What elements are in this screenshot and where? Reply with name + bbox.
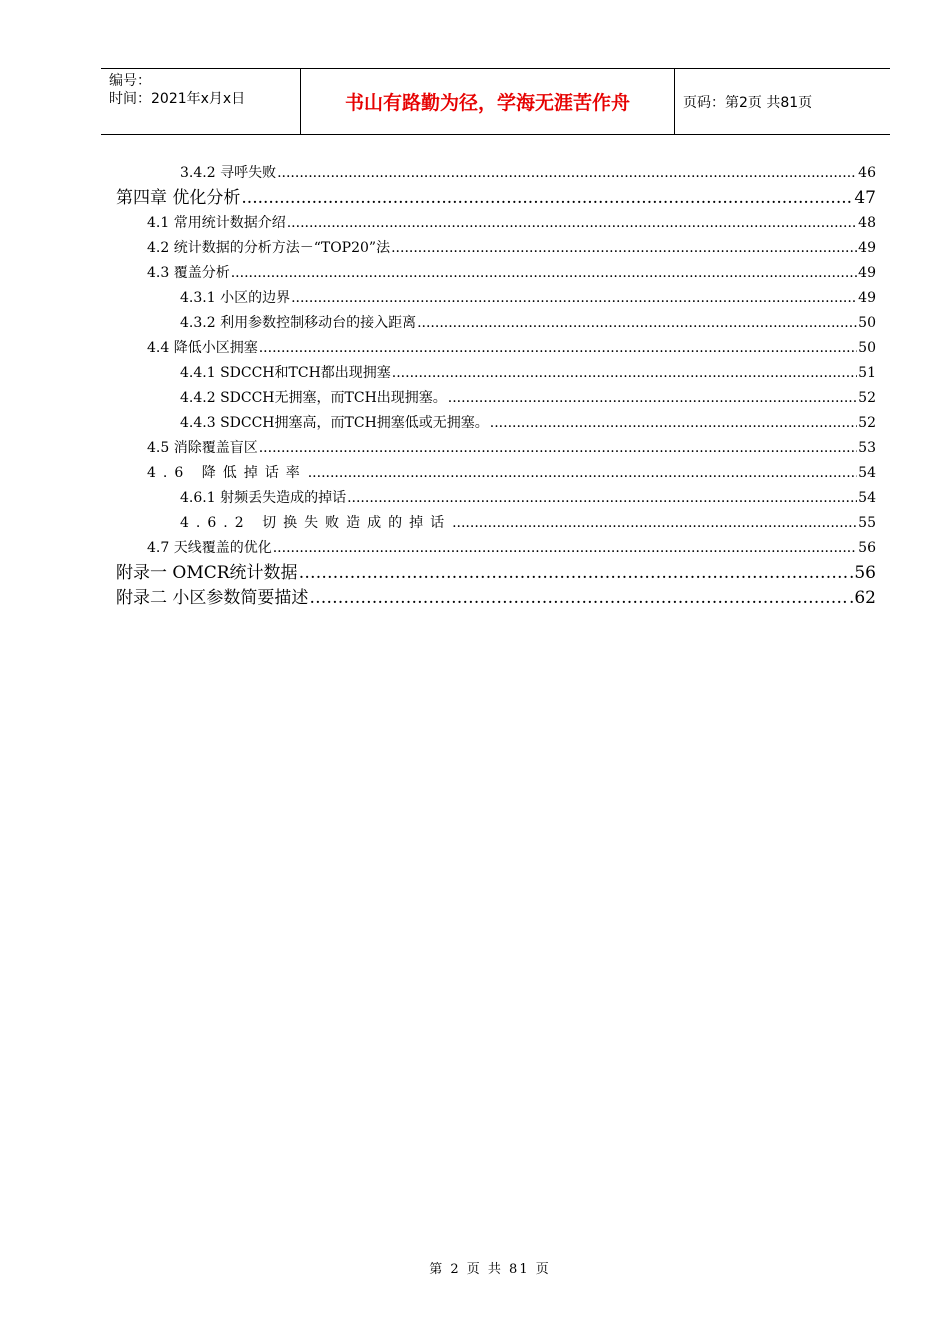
toc-entry[interactable] <box>180 413 876 433</box>
toc-entry-page: 52 <box>858 415 876 431</box>
page-header <box>101 68 890 135</box>
toc-entry-page: 49 <box>858 265 876 281</box>
toc-entry-label: 4.6.2 切换失败造成的掉话 <box>180 515 452 531</box>
toc-entry[interactable] <box>180 513 876 533</box>
toc-leader <box>448 388 857 408</box>
toc-entry-page: 56 <box>858 540 876 556</box>
toc-leader <box>259 338 857 358</box>
toc-entry[interactable] <box>180 288 876 308</box>
toc-entry-label: 第四章 优化分析 <box>116 188 241 208</box>
toc-leader <box>291 288 857 308</box>
toc-entry-label: 附录一 OMCR统计数据 <box>116 563 298 583</box>
toc-entry-label: 4.5 消除覆盖盲区 <box>147 440 258 456</box>
toc-entry-label: 4.4.3 SDCCH拥塞高，而TCH拥塞低或无拥塞。 <box>180 415 489 431</box>
toc-entry-label: 4.4 降低小区拥塞 <box>147 340 258 356</box>
toc-entry-label: 4.6 降低掉话率 <box>147 465 307 481</box>
toc-entry-label: 4.3.1 小区的边界 <box>180 290 291 306</box>
toc-entry-page: 46 <box>858 165 876 181</box>
toc-entry[interactable] <box>180 363 876 383</box>
document-time-label: 时间：2021年x月x日 <box>109 91 246 107</box>
page-footer: 第 2 页 共 81 页 <box>429 1262 551 1277</box>
toc-leader <box>417 313 857 333</box>
toc-entry[interactable] <box>180 313 876 333</box>
toc-entry-label: 4.6.1 射频丢失造成的掉话 <box>180 490 347 506</box>
toc-leader <box>273 538 857 558</box>
toc-entry-page: 53 <box>858 440 876 456</box>
toc-leader <box>241 187 853 209</box>
toc-entry-page: 49 <box>858 290 876 306</box>
toc-entry[interactable] <box>147 463 876 483</box>
toc-leader <box>391 238 857 258</box>
header-meta <box>101 69 301 134</box>
toc-entry[interactable] <box>147 213 876 233</box>
toc-entry-page: 50 <box>858 340 876 356</box>
toc-entry-label: 3.4.2 寻呼失败 <box>180 165 277 181</box>
toc-entry-label: 4.1 常用统计数据介绍 <box>147 215 286 231</box>
toc-leader <box>309 587 848 609</box>
toc-leader <box>308 463 857 483</box>
toc-leader <box>299 562 848 584</box>
toc-entry-label: 4.7 天线覆盖的优化 <box>147 540 272 556</box>
header-page-info: 页码：第2页 共81页 <box>683 94 813 111</box>
toc-entry-label: 4.2 统计数据的分析方法－“TOP20”法 <box>147 240 391 256</box>
toc-entry[interactable] <box>147 338 876 358</box>
toc-entry[interactable] <box>116 187 876 209</box>
toc-entry-page: 51 <box>858 365 876 381</box>
toc-leader <box>259 438 857 458</box>
toc-entry[interactable] <box>180 488 876 508</box>
toc-entry-page: 54 <box>858 490 876 506</box>
toc-entry[interactable] <box>116 562 876 584</box>
toc-leader <box>392 363 857 383</box>
toc-entry-label: 4.3 覆盖分析 <box>147 265 230 281</box>
toc-entry[interactable] <box>147 263 876 283</box>
header-motto: 书山有路勤为径，学海无涯苦作舟 <box>301 69 675 134</box>
toc-entry-label: 4.4.2 SDCCH无拥塞，而TCH出现拥塞。 <box>180 390 447 406</box>
toc-entry-page: 47 <box>854 188 876 208</box>
toc-leader <box>452 513 857 533</box>
toc-leader <box>490 413 857 433</box>
toc-entry[interactable] <box>180 163 876 183</box>
toc-entry-label: 附录二 小区参数简要描述 <box>116 588 309 608</box>
toc-entry-page: .56 <box>848 563 876 583</box>
toc-leader <box>231 263 857 283</box>
toc-entry-page: 54 <box>858 465 876 481</box>
toc-leader <box>277 163 857 183</box>
toc-entry-page: 55 <box>858 515 876 531</box>
toc-entry-page: 52 <box>858 390 876 406</box>
toc-entry-label: 4.3.2 利用参数控制移动台的接入距离 <box>180 315 417 331</box>
toc-entry[interactable] <box>147 538 876 558</box>
toc-entry[interactable] <box>147 238 876 258</box>
toc-leader <box>287 213 857 233</box>
toc-entry-page: 50 <box>858 315 876 331</box>
toc-entry[interactable] <box>147 438 876 458</box>
toc-entry-page: .62 <box>848 588 876 608</box>
document-number-label: 编号： <box>109 73 151 89</box>
toc-entry-label: 4.4.1 SDCCH和TCH都出现拥塞 <box>180 365 391 381</box>
toc-entry[interactable] <box>116 587 876 609</box>
toc-entry-page: 49 <box>858 240 876 256</box>
toc-leader <box>347 488 857 508</box>
toc-entry-page: 48 <box>858 215 876 231</box>
toc-entry[interactable] <box>180 388 876 408</box>
